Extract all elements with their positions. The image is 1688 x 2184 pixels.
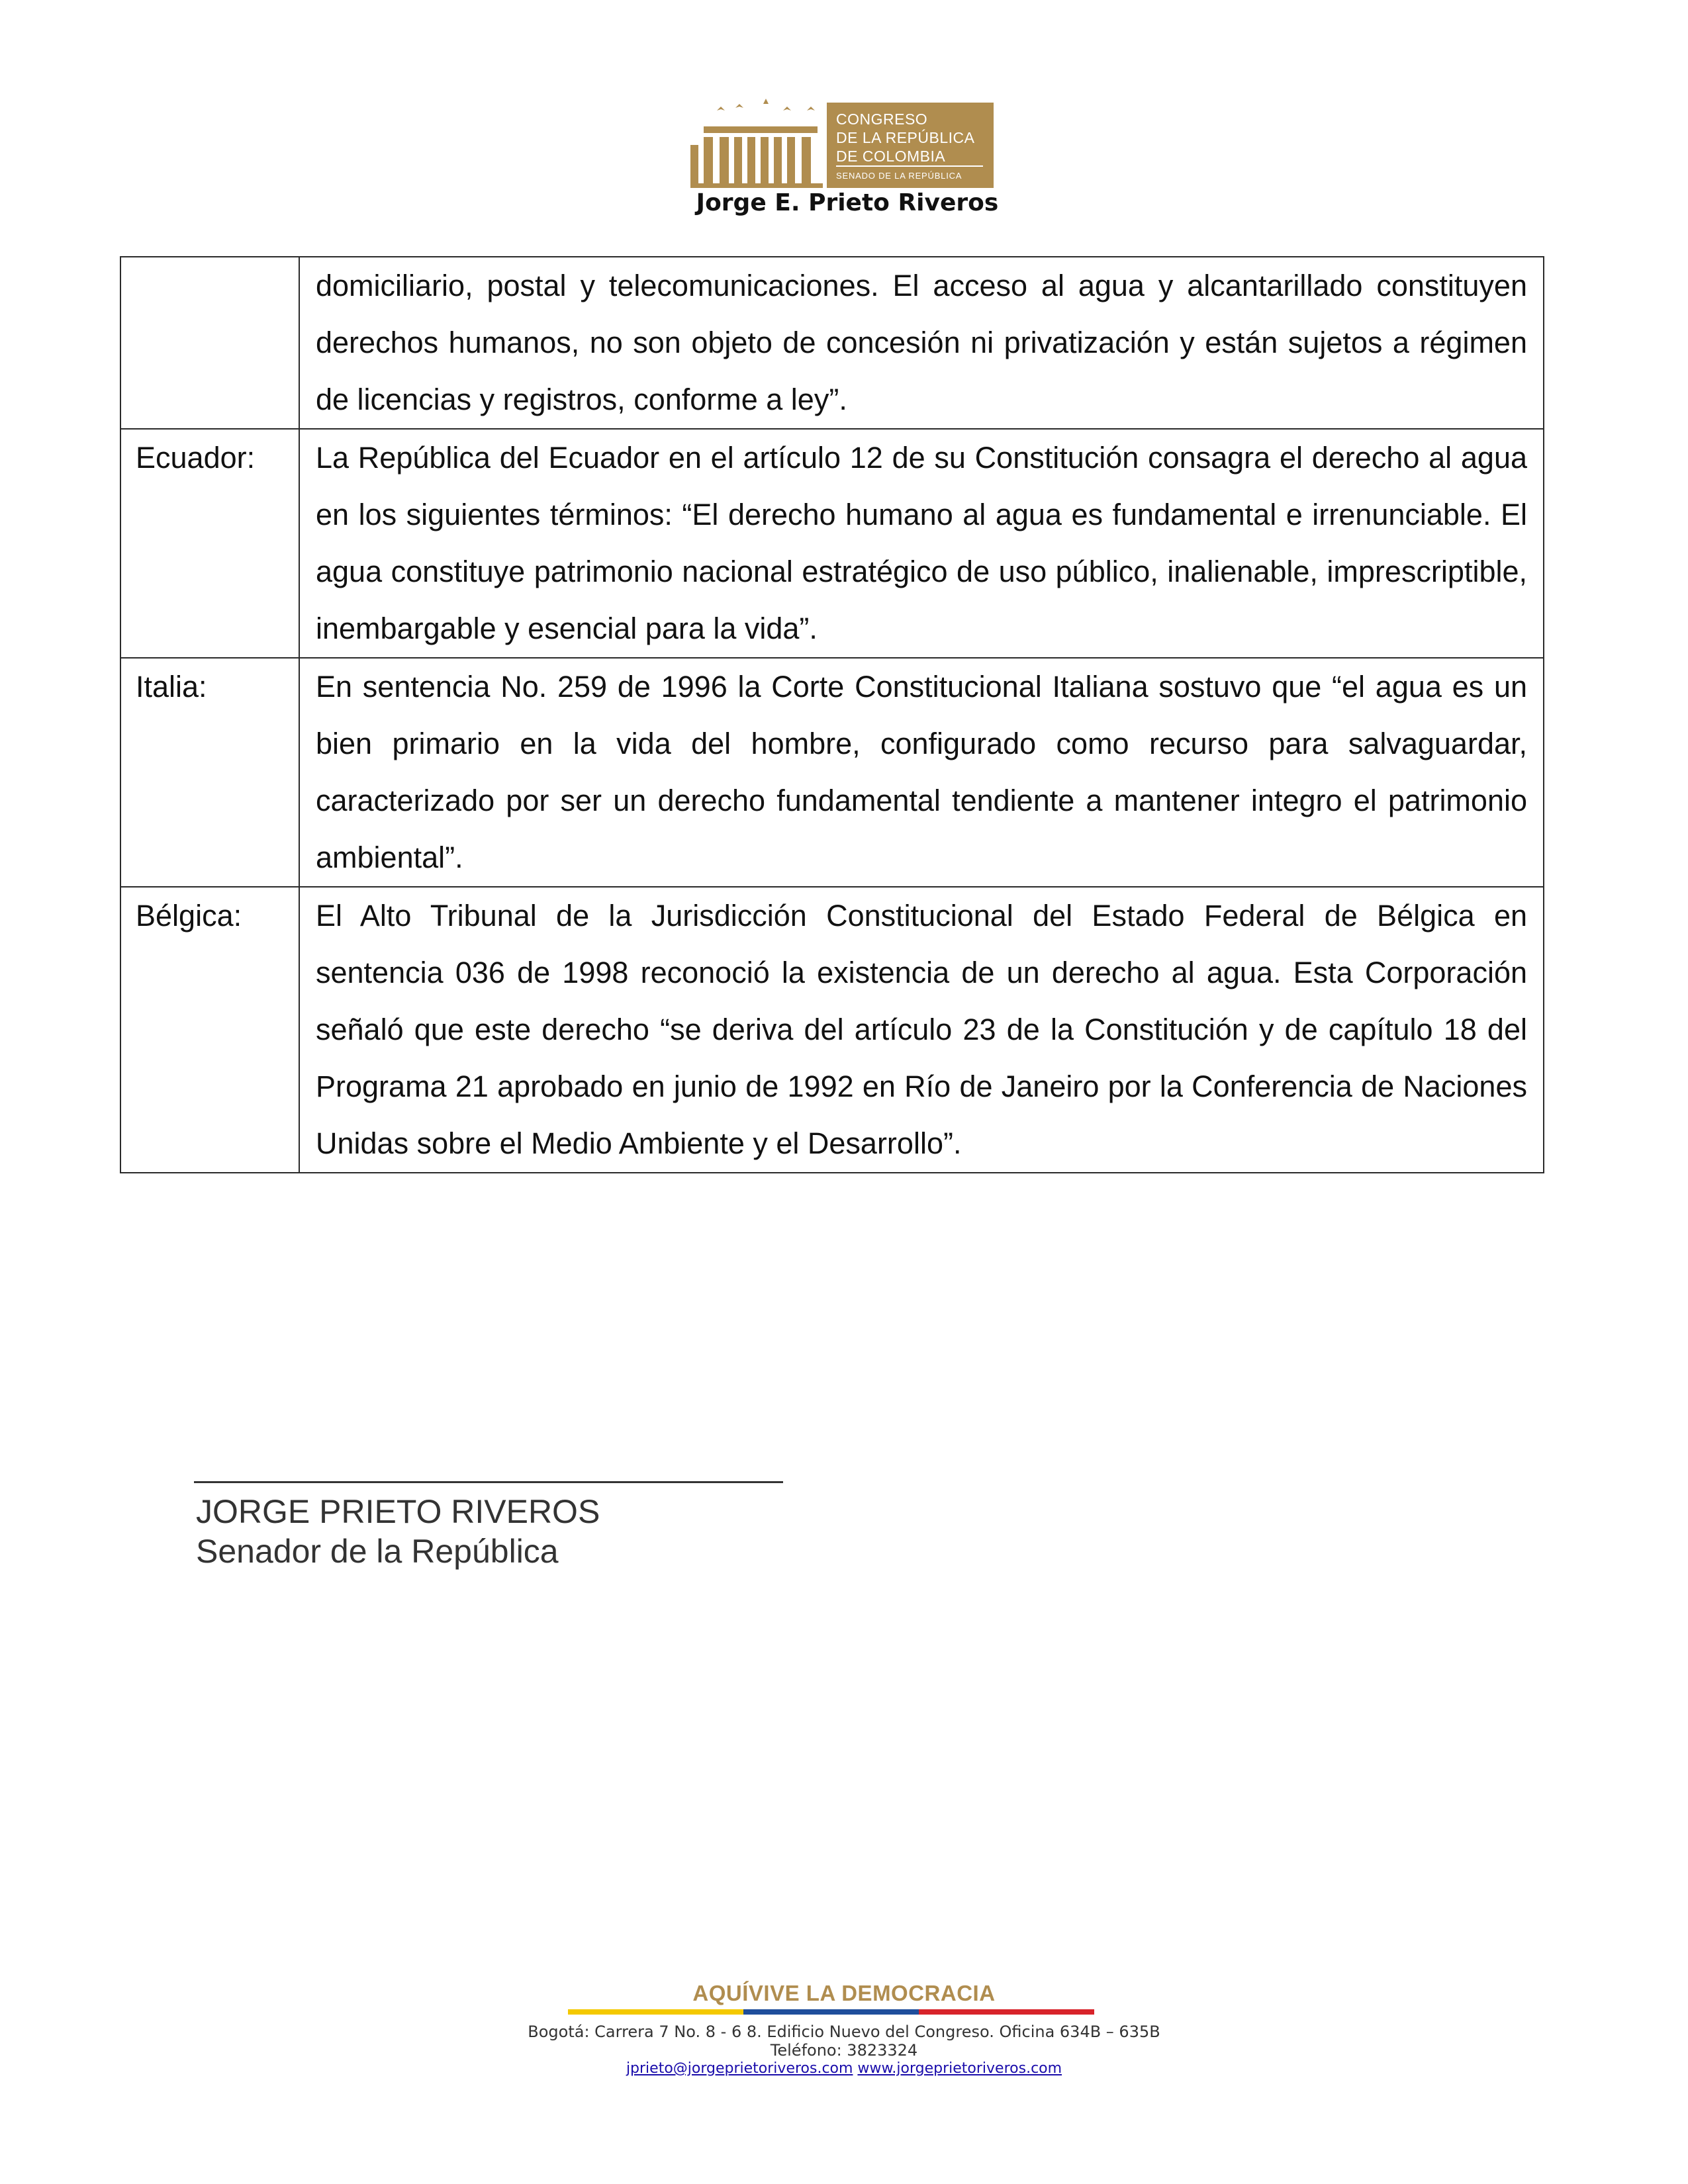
country-comparison-table (120, 256, 1544, 1173)
logo-text-line: CONGRESO (836, 111, 928, 128)
description-cell: En sentencia No. 259 de 1996 la Corte Constitucional Italiana sostuvo que “el agua es un bien primario en la vida del hombre, configurado como recurso para salvaguardar, caracterizado por ser un derecho fundamental tendiente a mantener integro el patrimonio ambiental”. (299, 658, 1544, 887)
signatory-name: JORGE PRIETO RIVEROS (196, 1493, 600, 1530)
congress-logo (690, 99, 994, 188)
signature-line (194, 1481, 783, 1483)
table-row (120, 658, 1544, 887)
country-cell (120, 257, 299, 429)
footer-links (437, 2060, 1251, 2077)
colombia-flag-stripe (568, 2009, 1094, 2015)
logo-text-line: SENADO DE LA REPÚBLICA (836, 171, 962, 181)
logo-text-line: DE COLOMBIA (836, 148, 946, 165)
table-row (120, 887, 1544, 1173)
flag-yellow-stripe (568, 2009, 743, 2015)
description-cell: domiciliario, postal y telecomunicaciones. El acceso al agua y alcantarillado constituyen derechos humanos, no son objeto de concesión ni privatización y están sujetos a régimen de licencias y registros, conforme a ley”. (299, 257, 1544, 429)
congress-logo-badge (827, 103, 994, 188)
logo-divider (836, 165, 983, 167)
email-link[interactable]: jprieto@jorgeprietoriveros.com (626, 2060, 853, 2077)
website-link[interactable]: www.jorgeprietoriveros.com (857, 2060, 1062, 2077)
country-cell: Bélgica: (120, 887, 299, 1173)
table-row (120, 257, 1544, 429)
footer-slogan: AQUÍVIVE LA DEMOCRACIA (692, 1981, 996, 2005)
logo-text-line: DE LA REPÚBLICA (836, 129, 975, 146)
flag-blue-stripe (743, 2009, 919, 2015)
header-author-name: Jorge E. Prieto Riveros (696, 189, 999, 216)
country-cell: Italia: (120, 658, 299, 887)
description-cell: El Alto Tribunal de la Jurisdicción Constitucional del Estado Federal de Bélgica en sentencia 036 de 1998 reconoció la existencia de un derecho al agua. Esta Corporación señaló que este derecho “se deriva del artículo 23 de la Constitución y de capítulo 18 del Programa 21 aprobado en junio de 1992 en Río de Janeiro por la Conferencia de Naciones Unidas sobre el Medio Ambiente y el Desarrollo”. (299, 887, 1544, 1173)
signatory-title: Senador de la República (196, 1533, 559, 1570)
country-cell: Ecuador: (120, 429, 299, 658)
capitol-building-icon (690, 99, 823, 188)
footer-phone: Teléfono: 3823324 (770, 2041, 918, 2060)
flag-red-stripe (919, 2009, 1094, 2015)
footer-address: Bogotá: Carrera 7 No. 8 - 6 8. Edificio Nuevo del Congreso. Oficina 634B – 635B (528, 2023, 1160, 2041)
table-row (120, 429, 1544, 658)
description-cell: La República del Ecuador en el artículo 12 de su Constitución consagra el derecho al agua en los siguientes términos: “El derecho humano al agua es fundamental e irrenunciable. El agua constituye patrimonio nacional estratégico de uso público, inalienable, imprescriptible, inembargable y esencial para la vida”. (299, 429, 1544, 658)
